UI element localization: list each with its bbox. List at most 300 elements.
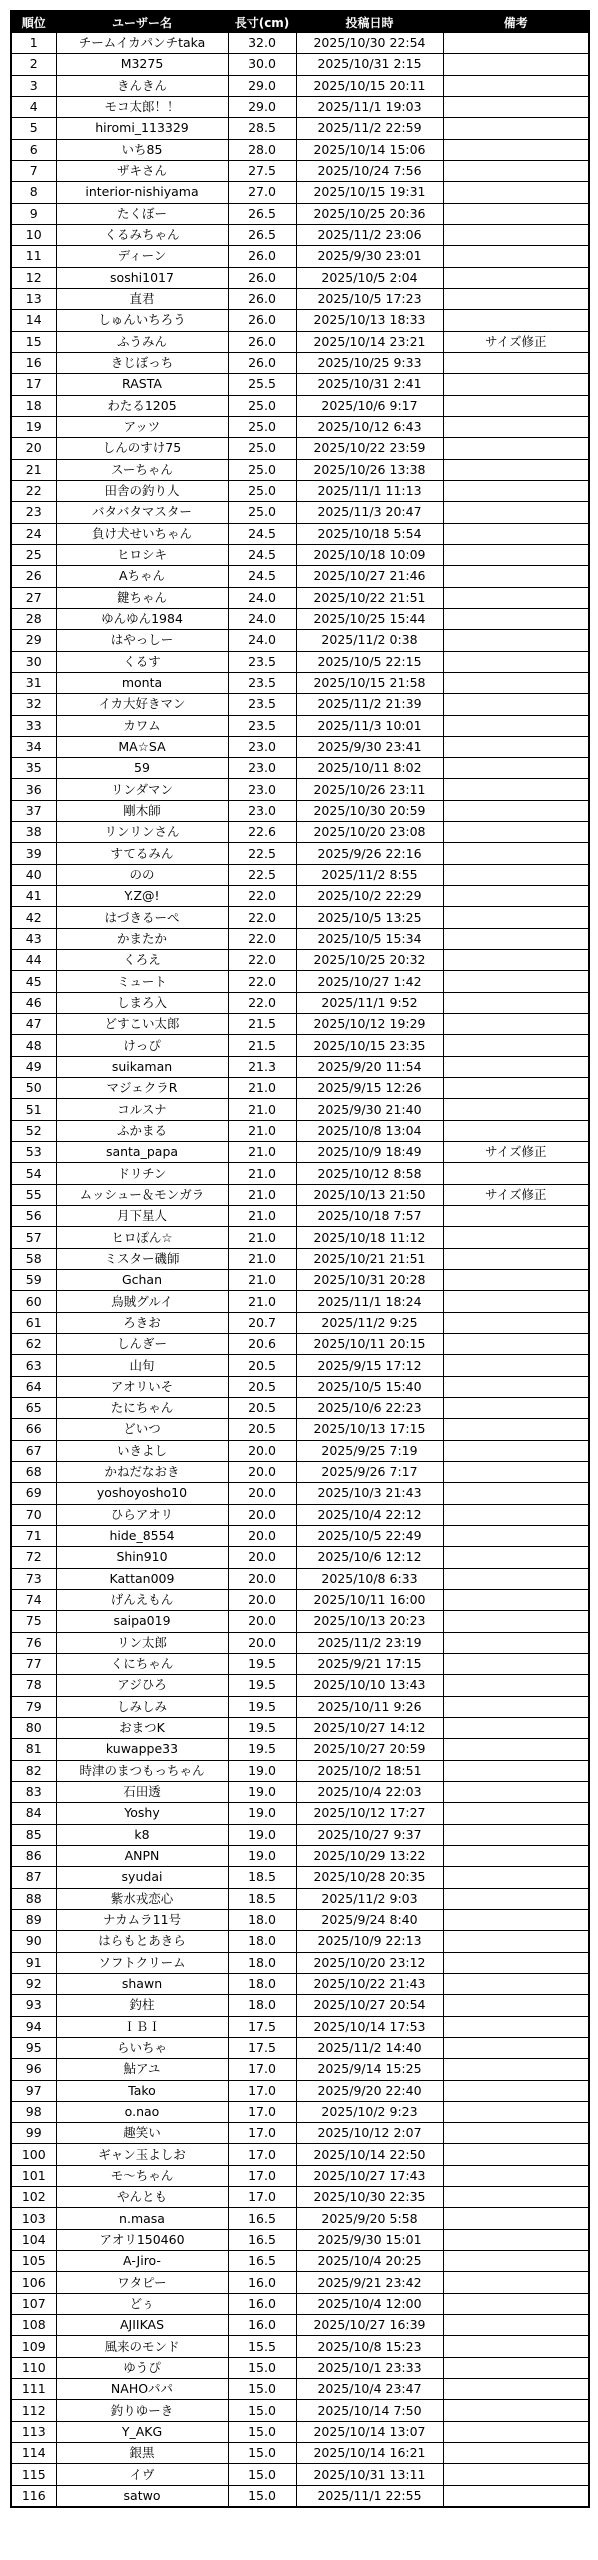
username-cell: yoshoyosho10 <box>56 1483 228 1504</box>
remarks-cell <box>443 352 589 373</box>
posted-at-cell: 2025/10/27 20:54 <box>296 1995 443 2016</box>
username-cell: RASTA <box>56 374 228 395</box>
username-cell: しみしみ <box>56 1696 228 1717</box>
table-row <box>11 1355 589 1376</box>
rank-cell: 77 <box>11 1653 56 1674</box>
username-cell: おまつK <box>56 1717 228 1738</box>
rank-cell: 62 <box>11 1334 56 1355</box>
username-cell: 紫水戎恋心 <box>56 1888 228 1909</box>
table-row <box>11 1248 589 1269</box>
rank-cell: 95 <box>11 2037 56 2058</box>
length-cell: 22.0 <box>228 971 296 992</box>
remarks-cell <box>443 608 589 629</box>
remarks-cell <box>443 246 589 267</box>
username-cell: ふかまる <box>56 1120 228 1141</box>
posted-at-cell: 2025/10/31 2:15 <box>296 54 443 75</box>
remarks-cell <box>443 2400 589 2421</box>
table-row <box>11 2037 589 2058</box>
length-cell: 24.5 <box>228 566 296 587</box>
table-row <box>11 160 589 181</box>
table-row <box>11 2443 589 2464</box>
length-cell: 25.0 <box>228 459 296 480</box>
remarks-cell <box>443 1696 589 1717</box>
rank-cell: 87 <box>11 1867 56 1888</box>
remarks-cell <box>443 2251 589 2272</box>
table-row <box>11 54 589 75</box>
table-row <box>11 1014 589 1035</box>
remarks-cell <box>443 267 589 288</box>
username-cell: カワム <box>56 715 228 736</box>
length-cell: 17.0 <box>228 2059 296 2080</box>
rank-cell: 1 <box>11 33 56 54</box>
rank-cell: 3 <box>11 75 56 96</box>
remarks-cell <box>443 1334 589 1355</box>
posted-at-cell: 2025/10/4 23:47 <box>296 2379 443 2400</box>
rank-cell: 28 <box>11 608 56 629</box>
username-cell: AJIIKAS <box>56 2315 228 2336</box>
length-cell: 17.0 <box>228 2101 296 2122</box>
posted-at-cell: 2025/10/4 22:03 <box>296 1781 443 1802</box>
table-row <box>11 2123 589 2144</box>
posted-at-cell: 2025/10/27 1:42 <box>296 971 443 992</box>
remarks-cell <box>443 907 589 928</box>
remarks-cell <box>443 1824 589 1845</box>
table-row <box>11 1973 589 1994</box>
length-cell: 21.0 <box>228 1184 296 1205</box>
username-cell: 負け犬せいちゃん <box>56 523 228 544</box>
rank-cell: 101 <box>11 2165 56 2186</box>
table-row <box>11 758 589 779</box>
table-row <box>11 2336 589 2357</box>
posted-at-cell: 2025/10/15 19:31 <box>296 182 443 203</box>
remarks-cell <box>443 1888 589 1909</box>
rank-cell: 35 <box>11 758 56 779</box>
length-cell: 18.0 <box>228 1973 296 1994</box>
username-cell: ヒロぽん☆ <box>56 1227 228 1248</box>
length-cell: 27.5 <box>228 160 296 181</box>
table-row <box>11 331 589 352</box>
posted-at-cell: 2025/10/22 23:59 <box>296 438 443 459</box>
username-cell: いきよし <box>56 1440 228 1461</box>
username-cell: hide_8554 <box>56 1525 228 1546</box>
remarks-cell: サイズ修正 <box>443 1142 589 1163</box>
username-cell: o.nao <box>56 2101 228 2122</box>
remarks-cell <box>443 1270 589 1291</box>
rank-cell: 50 <box>11 1078 56 1099</box>
rank-cell: 56 <box>11 1206 56 1227</box>
posted-at-cell: 2025/9/26 7:17 <box>296 1461 443 1482</box>
table-row <box>11 2421 589 2442</box>
rank-cell: 97 <box>11 2080 56 2101</box>
length-cell: 20.5 <box>228 1398 296 1419</box>
length-cell: 21.0 <box>228 1099 296 1120</box>
username-cell: 直君 <box>56 288 228 309</box>
table-row <box>11 2400 589 2421</box>
rank-cell: 80 <box>11 1717 56 1738</box>
rank-cell: 111 <box>11 2379 56 2400</box>
rank-cell: 40 <box>11 864 56 885</box>
username-cell: Kattan009 <box>56 1568 228 1589</box>
posted-at-cell: 2025/10/27 9:37 <box>296 1824 443 1845</box>
remarks-cell <box>443 2336 589 2357</box>
remarks-cell <box>443 672 589 693</box>
length-cell: 15.0 <box>228 2485 296 2507</box>
length-cell: 21.0 <box>228 1206 296 1227</box>
length-cell: 17.0 <box>228 2165 296 2186</box>
remarks-cell <box>443 2080 589 2101</box>
length-cell: 20.7 <box>228 1312 296 1333</box>
table-row <box>11 608 589 629</box>
table-row <box>11 2293 589 2314</box>
username-cell: 剛木師 <box>56 800 228 821</box>
rank-cell: 8 <box>11 182 56 203</box>
posted-at-cell: 2025/10/12 19:29 <box>296 1014 443 1035</box>
length-cell: 16.0 <box>228 2293 296 2314</box>
rank-cell: 76 <box>11 1632 56 1653</box>
rank-cell: 98 <box>11 2101 56 2122</box>
username-cell: バタバタマスター <box>56 502 228 523</box>
length-cell: 21.0 <box>228 1120 296 1141</box>
username-cell: しゅんいちろう <box>56 310 228 331</box>
rank-cell: 46 <box>11 992 56 1013</box>
remarks-cell <box>443 2229 589 2250</box>
remarks-cell <box>443 630 589 651</box>
posted-at-cell: 2025/11/2 22:59 <box>296 118 443 139</box>
posted-at-cell: 2025/10/6 12:12 <box>296 1547 443 1568</box>
table-row <box>11 1078 589 1099</box>
length-cell: 15.5 <box>228 2336 296 2357</box>
posted-at-cell: 2025/10/14 23:21 <box>296 331 443 352</box>
table-row <box>11 2208 589 2229</box>
table-row <box>11 182 589 203</box>
username-cell: shawn <box>56 1973 228 1994</box>
table-row <box>11 2315 589 2336</box>
username-cell: イカ大好きマン <box>56 694 228 715</box>
table-row <box>11 2464 589 2485</box>
username-cell: どぅ <box>56 2293 228 2314</box>
table-row <box>11 1291 589 1312</box>
posted-at-cell: 2025/9/30 15:01 <box>296 2229 443 2250</box>
length-cell: 19.5 <box>228 1717 296 1738</box>
username-cell: たにちゃん <box>56 1398 228 1419</box>
table-row <box>11 1632 589 1653</box>
rank-cell: 57 <box>11 1227 56 1248</box>
table-row <box>11 971 589 992</box>
posted-at-cell: 2025/10/31 2:41 <box>296 374 443 395</box>
length-cell: 28.0 <box>228 139 296 160</box>
header-rank: 順位 <box>11 11 56 33</box>
rank-cell: 11 <box>11 246 56 267</box>
posted-at-cell: 2025/10/27 16:39 <box>296 2315 443 2336</box>
table-row <box>11 352 589 373</box>
table-row <box>11 459 589 480</box>
table-row <box>11 1547 589 1568</box>
remarks-cell <box>443 1717 589 1738</box>
table-row <box>11 2229 589 2250</box>
rank-cell: 79 <box>11 1696 56 1717</box>
posted-at-cell: 2025/10/25 20:36 <box>296 203 443 224</box>
posted-at-cell: 2025/10/30 20:59 <box>296 800 443 821</box>
remarks-cell <box>443 2421 589 2442</box>
length-cell: 15.0 <box>228 2357 296 2378</box>
rank-cell: 96 <box>11 2059 56 2080</box>
length-cell: 22.0 <box>228 886 296 907</box>
remarks-cell <box>443 1483 589 1504</box>
username-cell: 石田透 <box>56 1781 228 1802</box>
rank-cell: 103 <box>11 2208 56 2229</box>
username-cell: モ～ちゃん <box>56 2165 228 2186</box>
length-cell: 25.0 <box>228 502 296 523</box>
header-username: ユーザー名 <box>56 11 228 33</box>
username-cell: k8 <box>56 1824 228 1845</box>
rank-cell: 89 <box>11 1909 56 1930</box>
table-row <box>11 736 589 757</box>
rank-cell: 93 <box>11 1995 56 2016</box>
rank-cell: 58 <box>11 1248 56 1269</box>
table-row <box>11 1461 589 1482</box>
length-cell: 21.0 <box>228 1270 296 1291</box>
posted-at-cell: 2025/10/15 21:58 <box>296 672 443 693</box>
rank-cell: 84 <box>11 1803 56 1824</box>
remarks-cell <box>443 2464 589 2485</box>
posted-at-cell: 2025/10/14 15:06 <box>296 139 443 160</box>
length-cell: 16.5 <box>228 2251 296 2272</box>
username-cell: ナカムラ11号 <box>56 1909 228 1930</box>
remarks-cell <box>443 779 589 800</box>
table-row <box>11 2187 589 2208</box>
length-cell: 20.0 <box>228 1461 296 1482</box>
rank-cell: 4 <box>11 96 56 117</box>
username-cell: 烏賊グルイ <box>56 1291 228 1312</box>
username-cell: しんぎー <box>56 1334 228 1355</box>
username-cell: アッツ <box>56 416 228 437</box>
posted-at-cell: 2025/10/12 6:43 <box>296 416 443 437</box>
length-cell: 21.0 <box>228 1227 296 1248</box>
table-row <box>11 1334 589 1355</box>
rank-cell: 13 <box>11 288 56 309</box>
username-cell: MA☆SA <box>56 736 228 757</box>
length-cell: 22.5 <box>228 864 296 885</box>
table-row <box>11 1270 589 1291</box>
length-cell: 20.0 <box>228 1440 296 1461</box>
remarks-cell <box>443 1803 589 1824</box>
username-cell: イヴ <box>56 2464 228 2485</box>
remarks-cell <box>443 1760 589 1781</box>
username-cell: アオリ150460 <box>56 2229 228 2250</box>
length-cell: 16.0 <box>228 2315 296 2336</box>
remarks-cell <box>443 96 589 117</box>
table-row <box>11 2016 589 2037</box>
length-cell: 19.5 <box>228 1739 296 1760</box>
table-row <box>11 1888 589 1909</box>
rank-cell: 41 <box>11 886 56 907</box>
username-cell: モコ太郎！！ <box>56 96 228 117</box>
posted-at-cell: 2025/10/10 13:43 <box>296 1675 443 1696</box>
remarks-cell <box>443 75 589 96</box>
posted-at-cell: 2025/9/21 17:15 <box>296 1653 443 1674</box>
username-cell: ザキさん <box>56 160 228 181</box>
remarks-cell <box>443 33 589 54</box>
remarks-cell <box>443 395 589 416</box>
username-cell: リンリンさん <box>56 822 228 843</box>
remarks-cell <box>443 1504 589 1525</box>
username-cell: ミュート <box>56 971 228 992</box>
rank-cell: 73 <box>11 1568 56 1589</box>
remarks-cell <box>443 1781 589 1802</box>
username-cell: 趣笑い <box>56 2123 228 2144</box>
remarks-cell <box>443 1291 589 1312</box>
remarks-cell <box>443 1035 589 1056</box>
length-cell: 18.0 <box>228 1931 296 1952</box>
remarks-cell <box>443 139 589 160</box>
length-cell: 22.0 <box>228 950 296 971</box>
posted-at-cell: 2025/10/26 23:11 <box>296 779 443 800</box>
length-cell: 20.0 <box>228 1568 296 1589</box>
remarks-cell <box>443 651 589 672</box>
posted-at-cell: 2025/10/18 5:54 <box>296 523 443 544</box>
rank-cell: 88 <box>11 1888 56 1909</box>
table-row <box>11 2379 589 2400</box>
table-row <box>11 1440 589 1461</box>
posted-at-cell: 2025/10/5 17:23 <box>296 288 443 309</box>
length-cell: 25.0 <box>228 395 296 416</box>
posted-at-cell: 2025/10/13 18:33 <box>296 310 443 331</box>
remarks-cell <box>443 1398 589 1419</box>
remarks-cell <box>443 1206 589 1227</box>
length-cell: 19.5 <box>228 1696 296 1717</box>
posted-at-cell: 2025/11/2 23:06 <box>296 224 443 245</box>
remarks-cell <box>443 203 589 224</box>
length-cell: 26.0 <box>228 267 296 288</box>
username-cell: ヒロシキ <box>56 544 228 565</box>
remarks-cell <box>443 523 589 544</box>
length-cell: 19.5 <box>228 1675 296 1696</box>
remarks-cell <box>443 1440 589 1461</box>
length-cell: 18.0 <box>228 1952 296 1973</box>
rank-cell: 25 <box>11 544 56 565</box>
rank-cell: 92 <box>11 1973 56 1994</box>
remarks-cell <box>443 715 589 736</box>
length-cell: 26.0 <box>228 288 296 309</box>
table-row <box>11 502 589 523</box>
posted-at-cell: 2025/10/29 13:22 <box>296 1845 443 1866</box>
length-cell: 17.0 <box>228 2080 296 2101</box>
username-cell: きんきん <box>56 75 228 96</box>
username-cell: kuwappe33 <box>56 1739 228 1760</box>
username-cell: どいつ <box>56 1419 228 1440</box>
username-cell: わたる1205 <box>56 395 228 416</box>
remarks-cell <box>443 736 589 757</box>
username-cell: くるみちゃん <box>56 224 228 245</box>
rank-cell: 20 <box>11 438 56 459</box>
table-row <box>11 1184 589 1205</box>
remarks-cell <box>443 288 589 309</box>
table-row <box>11 288 589 309</box>
table-row <box>11 96 589 117</box>
table-row <box>11 416 589 437</box>
length-cell: 17.0 <box>228 2187 296 2208</box>
table-row <box>11 246 589 267</box>
remarks-cell <box>443 2059 589 2080</box>
username-cell: ＩＢＩ <box>56 2016 228 2037</box>
username-cell: santa_papa <box>56 1142 228 1163</box>
username-cell: 釣柱 <box>56 1995 228 2016</box>
length-cell: 25.0 <box>228 480 296 501</box>
remarks-cell <box>443 992 589 1013</box>
table-row <box>11 928 589 949</box>
remarks-cell <box>443 2208 589 2229</box>
rank-cell: 18 <box>11 395 56 416</box>
table-row <box>11 1035 589 1056</box>
length-cell: 26.0 <box>228 352 296 373</box>
table-row <box>11 374 589 395</box>
username-cell: ムッシュー＆モンガラ <box>56 1184 228 1205</box>
rank-cell: 9 <box>11 203 56 224</box>
remarks-cell <box>443 54 589 75</box>
posted-at-cell: 2025/10/25 20:32 <box>296 950 443 971</box>
username-cell: くるす <box>56 651 228 672</box>
username-cell: saipa019 <box>56 1611 228 1632</box>
rank-cell: 51 <box>11 1099 56 1120</box>
table-row <box>11 1867 589 1888</box>
remarks-cell <box>443 1931 589 1952</box>
posted-at-cell: 2025/10/5 2:04 <box>296 267 443 288</box>
posted-at-cell: 2025/11/1 22:55 <box>296 2485 443 2507</box>
table-row <box>11 1525 589 1546</box>
remarks-cell <box>443 566 589 587</box>
length-cell: 26.0 <box>228 310 296 331</box>
rank-cell: 66 <box>11 1419 56 1440</box>
table-row <box>11 310 589 331</box>
length-cell: 16.5 <box>228 2208 296 2229</box>
table-row <box>11 1803 589 1824</box>
username-cell: すてるみん <box>56 843 228 864</box>
length-cell: 29.0 <box>228 96 296 117</box>
length-cell: 22.0 <box>228 928 296 949</box>
posted-at-cell: 2025/10/20 23:12 <box>296 1952 443 1973</box>
rank-cell: 83 <box>11 1781 56 1802</box>
table-row <box>11 118 589 139</box>
posted-at-cell: 2025/10/28 20:35 <box>296 1867 443 1888</box>
table-row <box>11 651 589 672</box>
length-cell: 15.0 <box>228 2421 296 2442</box>
rank-cell: 75 <box>11 1611 56 1632</box>
username-cell: やんとも <box>56 2187 228 2208</box>
posted-at-cell: 2025/9/25 7:19 <box>296 1440 443 1461</box>
rank-cell: 68 <box>11 1461 56 1482</box>
username-cell: 鍵ちゃん <box>56 587 228 608</box>
rank-cell: 27 <box>11 587 56 608</box>
username-cell: 月下星人 <box>56 1206 228 1227</box>
remarks-cell <box>443 544 589 565</box>
rank-cell: 42 <box>11 907 56 928</box>
rank-cell: 74 <box>11 1589 56 1610</box>
posted-at-cell: 2025/11/2 9:03 <box>296 1888 443 1909</box>
remarks-cell <box>443 1611 589 1632</box>
username-cell: Yoshy <box>56 1803 228 1824</box>
remarks-cell <box>443 1355 589 1376</box>
remarks-cell <box>443 822 589 843</box>
rank-cell: 14 <box>11 310 56 331</box>
rank-cell: 44 <box>11 950 56 971</box>
length-cell: 18.5 <box>228 1888 296 1909</box>
length-cell: 23.0 <box>228 736 296 757</box>
posted-at-cell: 2025/10/14 17:53 <box>296 2016 443 2037</box>
remarks-cell <box>443 1632 589 1653</box>
rank-cell: 108 <box>11 2315 56 2336</box>
remarks-cell <box>443 1014 589 1035</box>
username-cell: Tako <box>56 2080 228 2101</box>
